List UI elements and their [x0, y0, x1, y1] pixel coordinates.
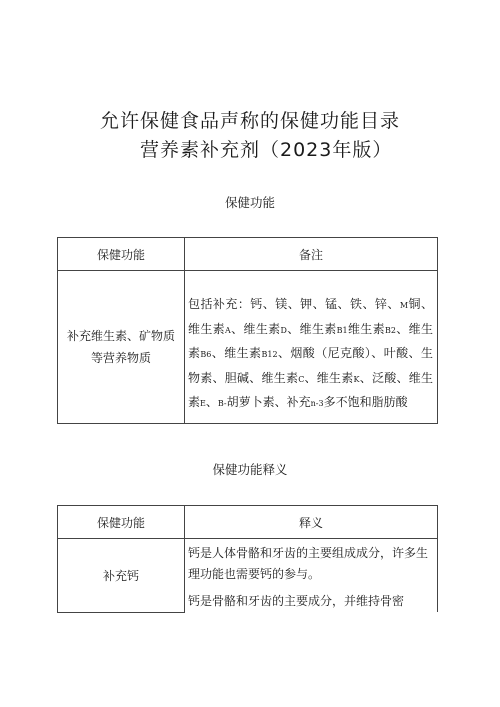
table-row	[58, 539, 438, 613]
remark-sub: D	[280, 325, 287, 335]
definition-para-1: 钙是人体骨骼和牙齿的主要组成成分，许多生理功能也需要钙的参与。	[188, 546, 429, 581]
function-name-line2: 等营养物质	[90, 351, 151, 365]
remark-sub: B2	[384, 325, 396, 335]
table-row	[58, 271, 438, 424]
document-subtitle: 营养素补充剂（2023年版）	[140, 139, 393, 161]
remark-sub: B1	[336, 325, 348, 335]
functions-table	[57, 237, 438, 424]
document-title: 允许保健食品声称的保健功能目录	[99, 110, 400, 132]
header-function: 保健功能	[58, 238, 185, 271]
table-header-row	[58, 238, 438, 271]
definitions-table	[57, 505, 438, 613]
remark-text: 、维生素	[188, 321, 433, 360]
remark-text: 、泛酸、维生素	[188, 370, 433, 409]
section-title-functions: 保健功能	[224, 195, 275, 210]
remark-sub: M	[399, 301, 409, 310]
remark-sub: C	[298, 374, 305, 384]
remark-sub: B6	[200, 350, 212, 359]
remark-text: 铜、维生素	[188, 297, 433, 336]
remark-sub: A	[225, 325, 231, 335]
remark-text: 包括补充：钙、镁、钾、锰、铁、锌、	[188, 297, 400, 311]
function-cell	[58, 271, 185, 424]
remark-text: 、	[205, 395, 218, 409]
remark-sub: E	[200, 399, 206, 408]
remark-text: 、维生素	[230, 321, 281, 336]
remark-cell	[185, 271, 438, 424]
remark-text: 、维生素	[304, 370, 354, 385]
remark-sub: n-3	[310, 399, 324, 408]
definition-para-2: 钙是骨骼和牙齿的主要成分，并维持骨密	[188, 594, 405, 608]
remark-text: 胡萝卜素、补充	[226, 395, 311, 409]
definition-cell	[185, 539, 438, 613]
remark-text: 、烟酸（尼克酸）、叶酸、生物素、胆碱、维生素	[188, 346, 433, 385]
header-function: 保健功能	[58, 506, 185, 539]
remark-text: 多不饱和脂肪酸	[323, 395, 408, 409]
remark-text: 维生素	[347, 321, 385, 336]
remark-sub: K	[353, 374, 360, 384]
header-definition: 释义	[185, 506, 438, 539]
section-title-definitions: 保健功能释义	[212, 462, 288, 477]
function-cell: 补充钙	[58, 539, 185, 613]
table-header-row	[58, 506, 438, 539]
header-remark: 备注	[185, 238, 438, 271]
remark-sub: B-	[217, 399, 227, 408]
function-name-line1: 补充维生素、矿物质	[66, 329, 175, 343]
remark-text: 、维生素	[286, 321, 337, 336]
remark-sub: B12	[261, 350, 278, 359]
remark-text: 、维生素	[211, 346, 262, 360]
